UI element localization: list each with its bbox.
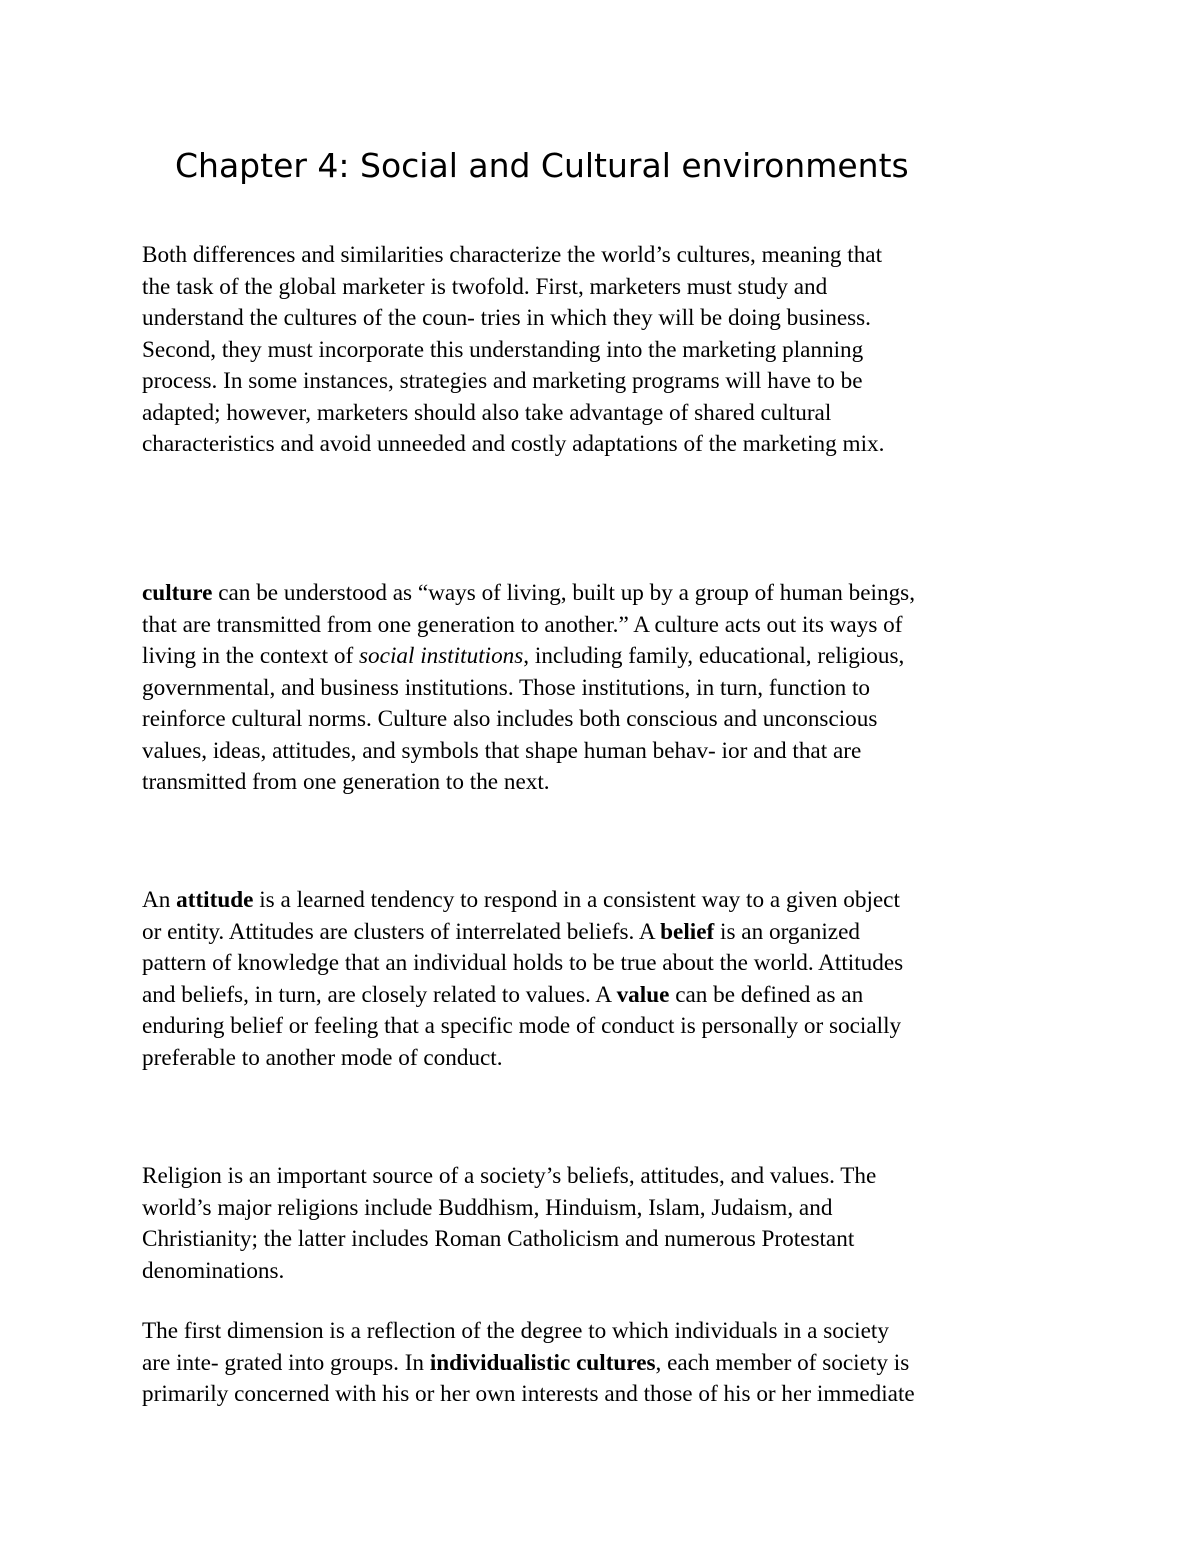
text-line: enduring belief or feeling that a specific mode of conduct is personally or socially bbox=[142, 1013, 902, 1039]
text-line bbox=[142, 885, 1072, 917]
paragraph-attitude bbox=[142, 885, 1072, 1074]
text-line: preferable to another mode of conduct. bbox=[142, 1044, 503, 1071]
text-line: values, ideas, attitudes, and symbols that shape human behav- ior and that are bbox=[142, 737, 862, 764]
paragraph-intro bbox=[142, 240, 1072, 461]
text-line: that are transmitted from one generation to another.” A culture acts out its ways of bbox=[142, 611, 903, 638]
text-line: characteristics and avoid unneeded and costly adaptations of the marketing mix. bbox=[142, 431, 885, 457]
text-line: The first dimension is a reflection of the degree to which individuals in a society bbox=[142, 1318, 889, 1344]
text-line: transmitted from one generation to the next. bbox=[142, 769, 550, 795]
text-run: , each member of society is bbox=[655, 1349, 910, 1376]
text-run: can be understood as “ways of living, built up by a group of human beings, bbox=[212, 580, 915, 606]
text-line: Second, they must incorporate this understanding into the marketing planning bbox=[142, 336, 864, 363]
text-line: the task of the global marketer is twofold. First, marketers must study and bbox=[142, 273, 828, 300]
text-run: and beliefs, in turn, are closely related to values. A bbox=[142, 981, 617, 1008]
text-line: understand the cultures of the coun- tries in which they will be doing business. bbox=[142, 305, 871, 331]
paragraph-individualism bbox=[142, 1316, 1072, 1411]
term-culture: culture bbox=[142, 580, 213, 606]
text-line bbox=[142, 980, 1072, 1012]
text-line: denominations. bbox=[142, 1257, 285, 1284]
page-title: Chapter 4: Social and Cultural environments bbox=[175, 146, 909, 185]
text-line: Both differences and similarities characterize the world’s cultures, meaning that bbox=[142, 242, 883, 268]
text-line: pattern of knowledge that an individual holds to be true about the world. Attitudes bbox=[142, 950, 904, 976]
text-run: is a learned tendency to respond in a consistent way to a given object bbox=[253, 887, 900, 913]
term-social-institutions: social institutions bbox=[359, 643, 524, 669]
term-belief: belief bbox=[660, 918, 715, 945]
text-line: process. In some instances, strategies and marketing programs will have to be bbox=[142, 368, 863, 394]
text-run: is an organized bbox=[714, 918, 860, 945]
text-run: living in the context of bbox=[142, 643, 360, 669]
text-line: reinforce cultural norms. Culture also includes both conscious and unconscious bbox=[142, 706, 878, 732]
text-line bbox=[142, 917, 1072, 949]
term-individualistic-cultures: individualistic cultures bbox=[429, 1349, 656, 1376]
text-line: governmental, and business institutions. Those institutions, in turn, function to bbox=[142, 674, 871, 701]
text-line: Christianity; the latter includes Roman Catholicism and numerous Protestant bbox=[142, 1226, 855, 1252]
term-value: value bbox=[616, 981, 670, 1008]
text-run: are inte- grated into groups. In bbox=[142, 1349, 430, 1376]
text-run: can be defined as an bbox=[669, 981, 864, 1008]
term-attitude: attitude bbox=[176, 887, 254, 913]
text-run: An bbox=[142, 887, 177, 913]
paragraph-religion bbox=[142, 1161, 1072, 1287]
text-line bbox=[142, 641, 1072, 673]
text-line bbox=[142, 578, 1072, 610]
text-run: or entity. Attitudes are clusters of interrelated beliefs. A bbox=[142, 918, 661, 945]
text-line: primarily concerned with his or her own interests and those of his or her immediate bbox=[142, 1381, 915, 1407]
text-line: adapted; however, marketers should also take advantage of shared cultural bbox=[142, 399, 832, 426]
paragraph-culture bbox=[142, 578, 1072, 799]
text-line bbox=[142, 1348, 1072, 1380]
text-run: , including family, educational, religious, bbox=[523, 643, 905, 669]
text-line: world’s major religions include Buddhism, Hinduism, Islam, Judaism, and bbox=[142, 1194, 833, 1221]
text-line: Religion is an important source of a society’s beliefs, attitudes, and values. The bbox=[142, 1163, 877, 1189]
